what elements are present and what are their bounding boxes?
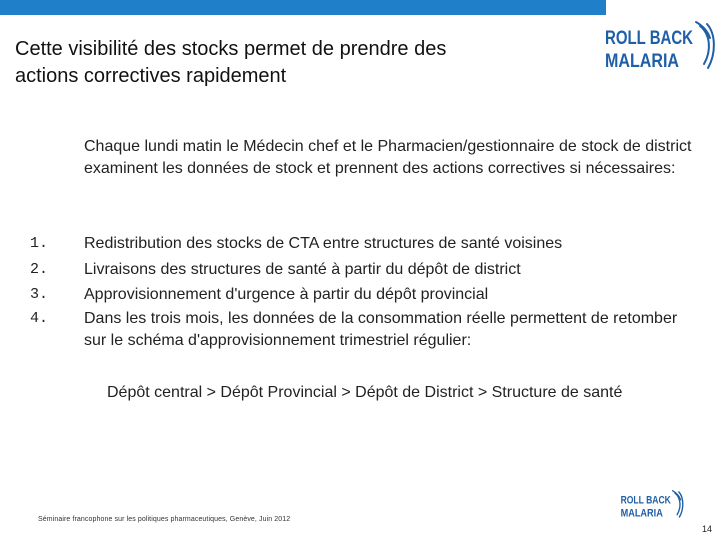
roll-back-malaria-logo bbox=[604, 20, 716, 74]
logo-text-line-1: ROLL BACK bbox=[605, 28, 694, 49]
list-item-number: 2. bbox=[30, 260, 49, 278]
intro-paragraph: Chaque lundi matin le Médecin chef et le Pharmacien/gestionnaire de stock de district examinent les données de stock et prennent des actions correctives si nécessaires: bbox=[84, 138, 692, 177]
list-item-number: 4. bbox=[30, 309, 49, 327]
top-accent-bar bbox=[0, 0, 606, 15]
logo-text-line-2: MALARIA bbox=[605, 51, 680, 72]
list-item bbox=[30, 257, 700, 283]
logo-swirl-icon bbox=[673, 491, 683, 517]
list-item-number: 3. bbox=[30, 286, 49, 303]
action-list bbox=[30, 231, 700, 352]
list-item bbox=[30, 308, 700, 352]
list-item bbox=[30, 231, 700, 257]
page-number: 14 bbox=[702, 524, 713, 534]
slide-title-line-1: Cette visibilité des stocks permet de prendre des bbox=[15, 38, 447, 60]
logo-text-line-2: MALARIA bbox=[620, 507, 663, 520]
supply-chain-text: Dépôt central > Dépôt Provincial > Dépôt de District > Structure de santé bbox=[107, 384, 623, 401]
list-item-text: Dans les trois mois, les données de la consommation réelle permettent de retomber sur le schéma d'approvisionnement trimestriel régulier: bbox=[84, 309, 678, 349]
logo-swirl-icon bbox=[696, 22, 714, 68]
list-item bbox=[30, 282, 700, 308]
list-item-text: Approvisionnement d'urgence à partir du dépôt provincial bbox=[84, 286, 489, 303]
logo-text-line-1: ROLL BACK bbox=[620, 494, 671, 507]
list-item-text: Livraisons des structures de santé à partir du dépôt de district bbox=[84, 260, 521, 278]
list-item-text: Redistribution des stocks de CTA entre structures de santé voisines bbox=[84, 235, 563, 252]
footer-text: Séminaire francophone sur les politiques pharmaceutiques, Genève, Juin 2012 bbox=[38, 516, 291, 523]
slide-title bbox=[15, 36, 595, 90]
roll-back-malaria-logo-small bbox=[620, 482, 684, 528]
list-item-number: 1. bbox=[30, 235, 49, 252]
slide-title-line-2: actions correctives rapidement bbox=[15, 65, 287, 87]
